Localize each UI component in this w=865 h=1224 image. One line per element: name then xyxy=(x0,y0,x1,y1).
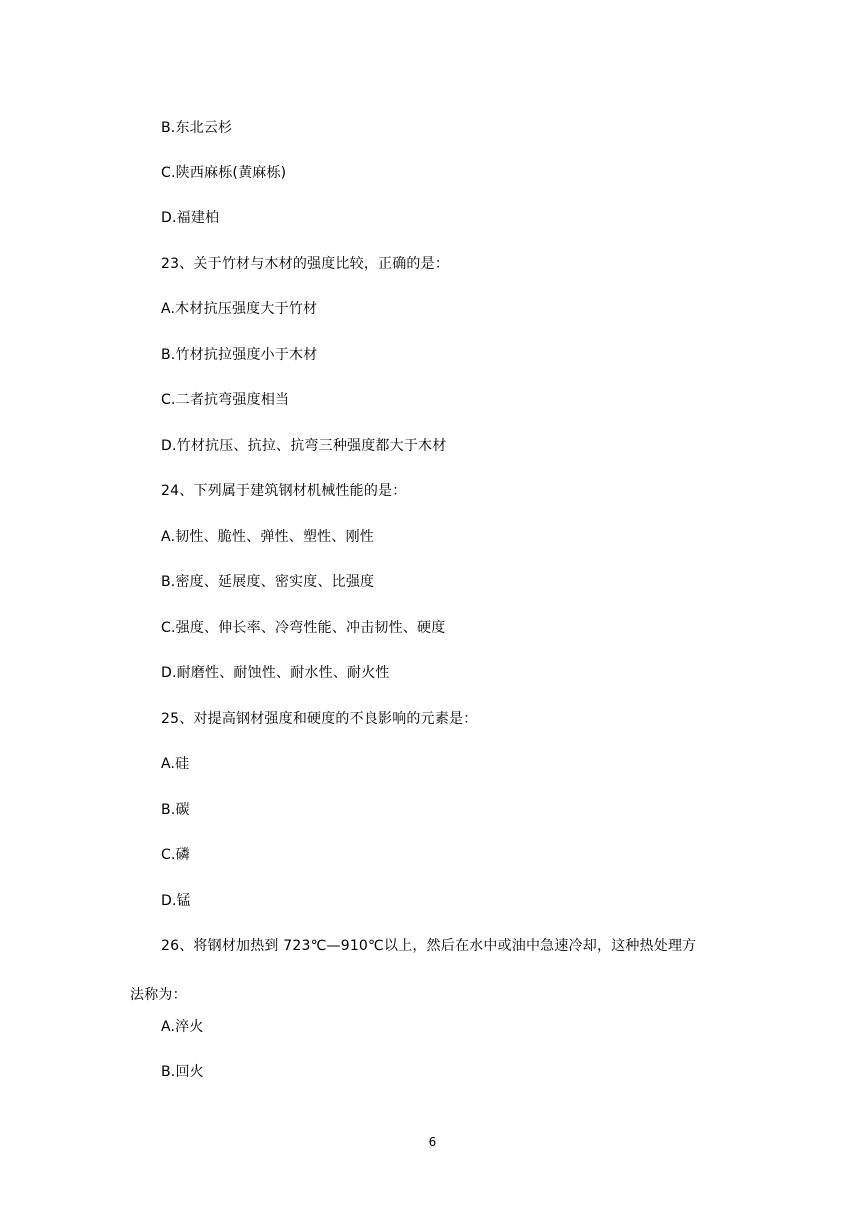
option-22-c: C.陕西麻栎(黄麻栎) xyxy=(161,165,287,181)
option-23-c: C.二者抗弯强度相当 xyxy=(161,392,290,408)
question-24: 24、下列属于建筑钢材机械性能的是： xyxy=(161,483,407,499)
question-26-line-2: 法称为： xyxy=(130,987,187,1003)
option-22-b: B.东北云杉 xyxy=(161,120,233,136)
option-26-b: B.回火 xyxy=(161,1064,204,1080)
option-24-b: B.密度、延展度、密实度、比强度 xyxy=(161,574,375,590)
option-24-c: C.强度、伸长率、冷弯性能、冲击韧性、硬度 xyxy=(161,620,446,636)
option-25-a: A.硅 xyxy=(161,756,190,772)
question-26-line-1: 26、将钢材加热到 723℃—910℃以上，然后在水中或油中急速冷却，这种热处理方 xyxy=(161,938,697,954)
page-number: 6 xyxy=(428,1135,437,1149)
question-25: 25、对提高钢材强度和硬度的不良影响的元素是： xyxy=(161,711,478,727)
option-22-d: D.福建柏 xyxy=(161,210,220,226)
option-25-c: C.磷 xyxy=(161,847,190,863)
option-24-d: D.耐磨性、耐蚀性、耐水性、耐火性 xyxy=(161,665,390,681)
option-23-a: A.木材抗压强度大于竹材 xyxy=(161,301,318,317)
question-23: 23、关于竹材与木材的强度比较，正确的是： xyxy=(161,256,450,272)
option-23-b: B.竹材抗拉强度小于木材 xyxy=(161,347,318,363)
option-23-d: D.竹材抗压、抗拉、抗弯三种强度都大于木材 xyxy=(161,438,447,454)
option-25-b: B.碳 xyxy=(161,802,190,818)
option-25-d: D.锰 xyxy=(161,893,191,909)
option-24-a: A.韧性、脆性、弹性、塑性、刚性 xyxy=(161,529,374,545)
option-26-a: A.淬火 xyxy=(161,1019,204,1035)
